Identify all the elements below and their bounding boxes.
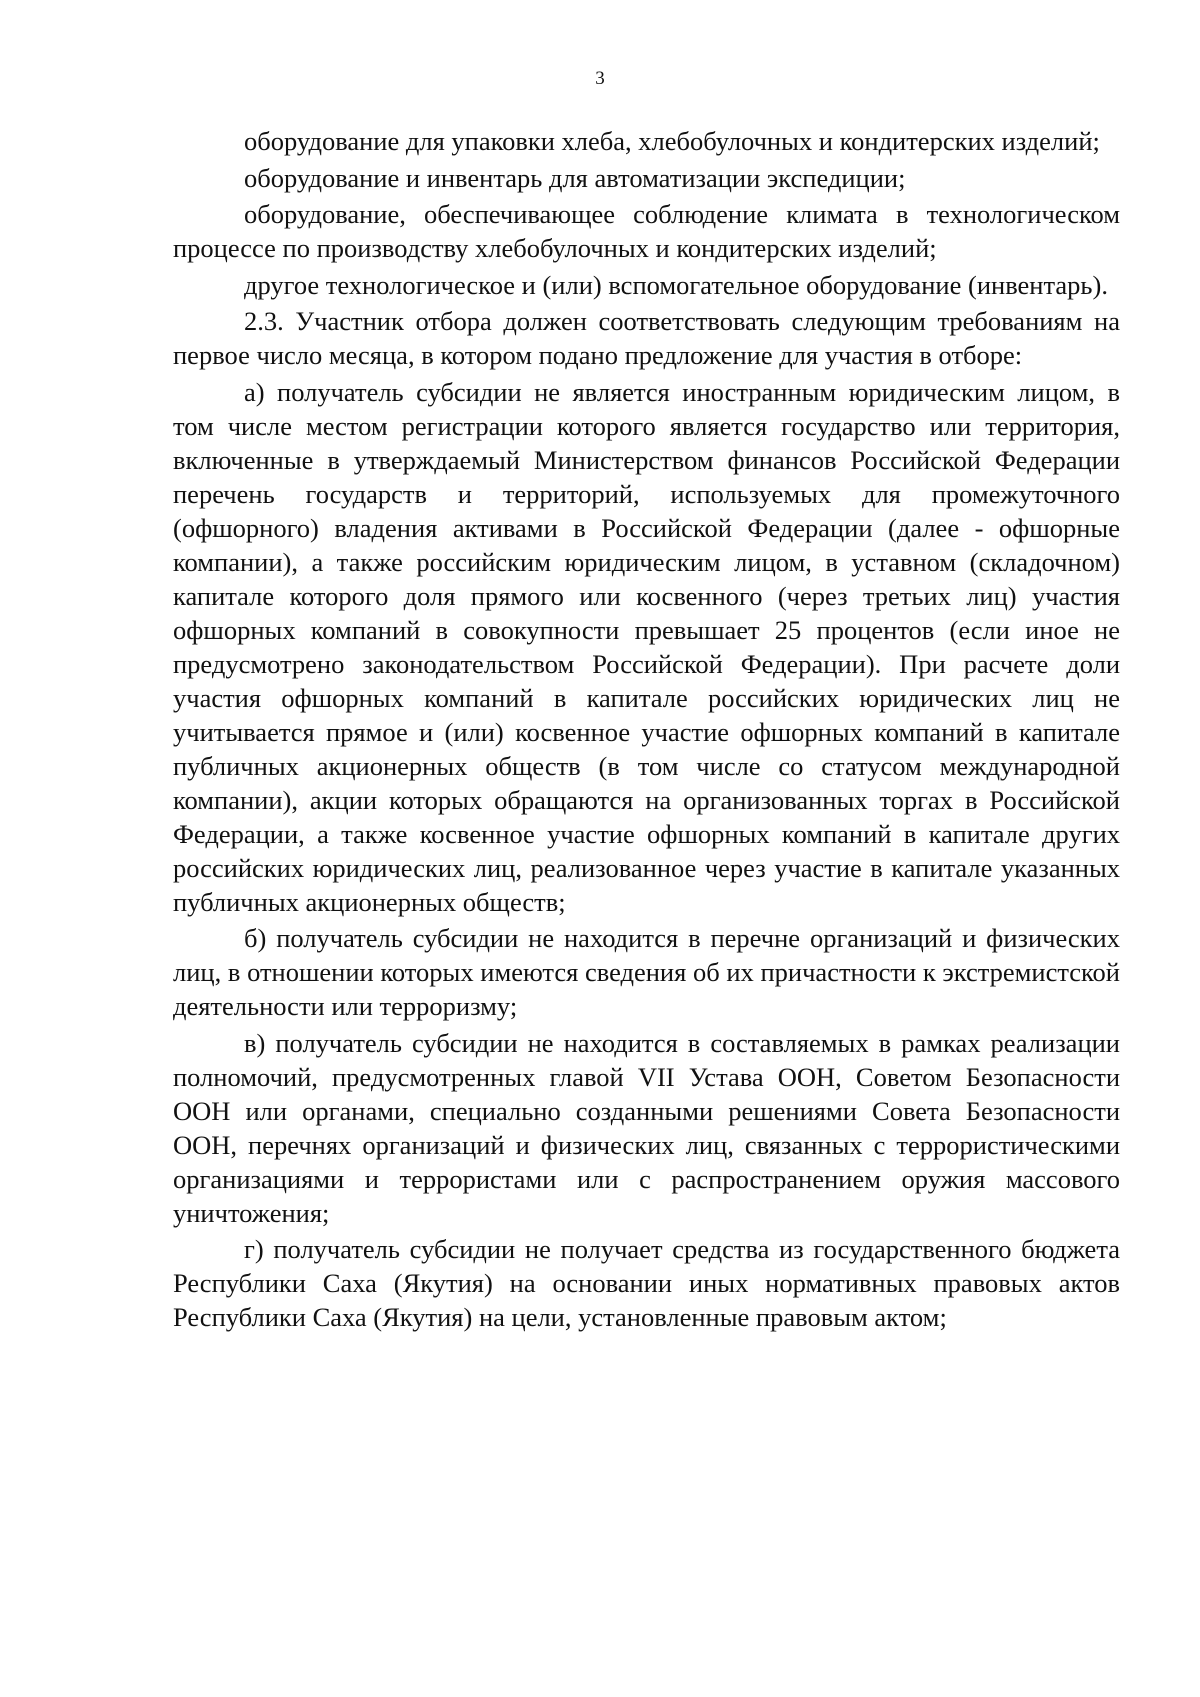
- paragraph-equipment-other: другое технологическое и (или) вспомогательное оборудование (инвентарь).: [244, 269, 1108, 300]
- paragraph-equipment-expedition: оборудование и инвентарь для автоматизации экспедиции;: [244, 162, 906, 193]
- paragraph-item-a: а) получатель субсидии не является иностранным юридическим лицом, в том числе местом регистрации которого является государство или территория, включенные в утверждаемый Министерством финансов Российской Федерации перечень государств и территорий, используемых для промежуточного (офшорного) владения активами в Российской Федерации (далее - офшорные компании), а также российским юридическим лицом, в уставном (складочном) капитале которого доля прямого или косвенного (через третьих лиц) участия офшорных компаний в совокупности превышает 25 процентов (если иное не предусмотрено законодательством Российской Федерации). При расчете доли участия офшорных компаний в капитале российских юридических лиц не учитывается прямое и (или) косвенное участие офшорных компаний в капитале публичных акционерных обществ (в том числе со статусом международной компании), акции которых обращаются на организованных торгах в Российской Федерации, а также косвенное участие офшорных компаний в капитале других российских юридических лиц, реализованное через участие в капитале указанных публичных акционерных обществ;: [173, 376, 1120, 917]
- paragraph-section-2-3: 2.3. Участник отбора должен соответствовать следующим требованиям на первое число месяца, в котором подано предложение для участия в отборе:: [173, 306, 1120, 370]
- paragraph-item-v: в) получатель субсидии не находится в составляемых в рамках реализации полномочий, предусмотренных главой VII Устава ООН, Советом Безопасности ООН или органами, специально созданными решениями Совета Безопасности ООН, перечнях организаций и физических лиц, связанных с террористическими организациями и террористами или с распространением оружия массового уничтожения;: [173, 1027, 1120, 1228]
- page-number: 3: [595, 68, 605, 89]
- paragraph-equipment-climate: оборудование, обеспечивающее соблюдение климата в технологическом процессе по производству хлебобулочных и кондитерских изделий;: [173, 199, 1120, 263]
- paragraph-item-b: б) получатель субсидии не находится в перечне организаций и физических лиц, в отношении которых имеются сведения об их причастности к экстремистской деятельности или терроризму;: [173, 923, 1120, 1021]
- document-body: [173, 124, 1120, 1337]
- paragraph-equipment-packaging: оборудование для упаковки хлеба, хлебобулочных и кондитерских изделий;: [244, 126, 1100, 156]
- paragraph-item-g: г) получатель субсидии не получает средства из государственного бюджета Республики Саха (Якутия) на основании иных нормативных правовых актов Республики Саха (Якутия) на цели, установленные правовым актом;: [173, 1234, 1120, 1332]
